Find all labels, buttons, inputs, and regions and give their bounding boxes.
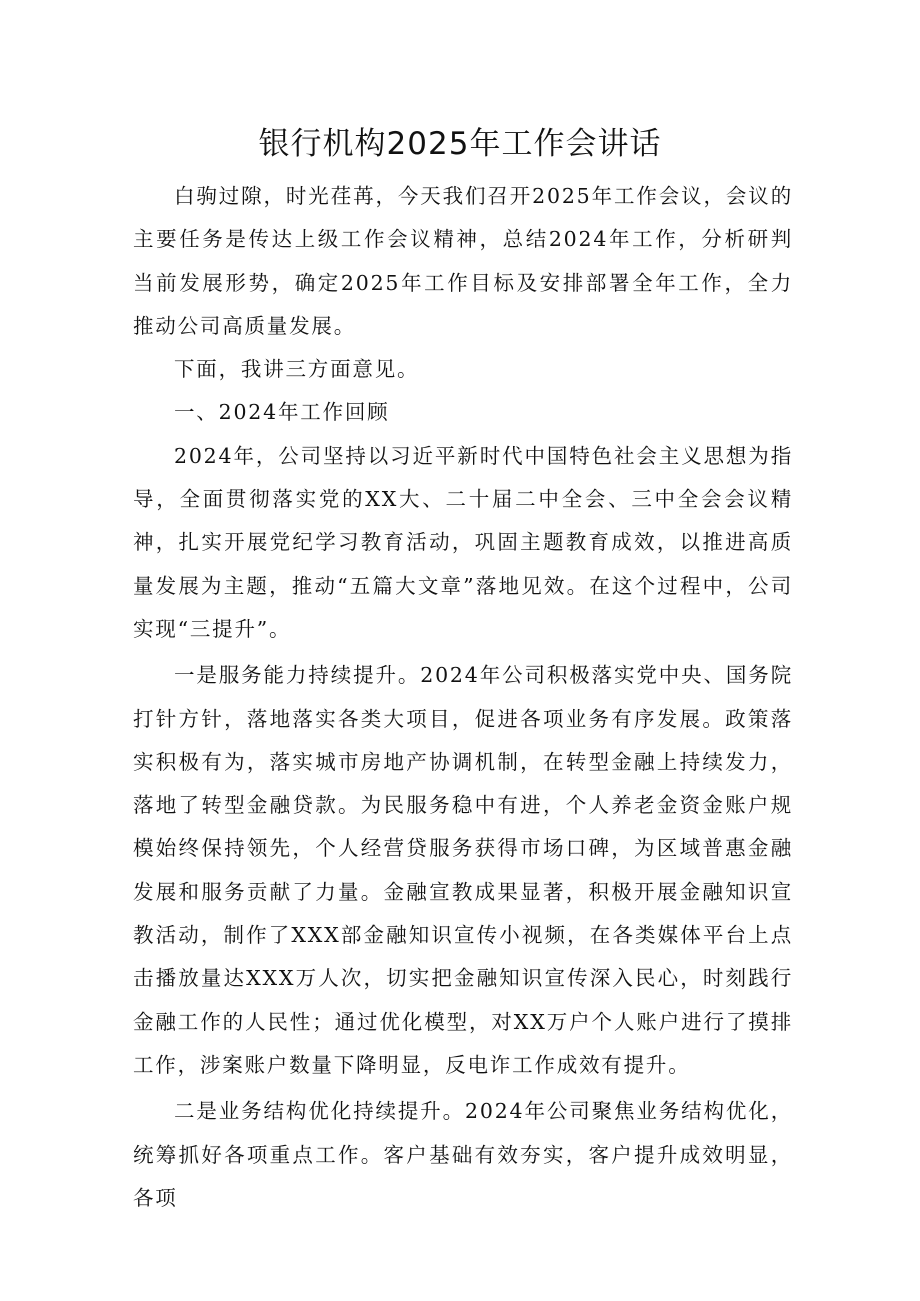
paragraph-outline: 下面，我讲三方面意见。 [174,357,420,382]
paragraph-service-capability: 一是服务能力持续提升。2024年公司积极落实党中央、国务院打针方针，落地落实各类大项目，促进各项业务有序发展。政策落实积极有为，落实城市房地产协调机制，在转型金融上持续发力，落地了转型金融贷款。为民服务稳中有进，个人养老金资金账户规模始终保持领先，个人经营贷服务获得市场口碑，为区域普惠金融发展和服务贡献了力量。金融宣教成果显著，积极开展金融知识宣教活动，制作了XXX部金融知识宣传小视频，在各类媒体平台上点击播放量达XXX万人次，切实把金融知识宣传深入民心，时刻践行金融工作的人民性；通过优化模型，对XX万户个人账户进行了摸排工作，涉案账户数量下降明显，反电诈工作成效有提升。 [133,663,793,1077]
document-body [133,175,793,1220]
section-heading-review: 一、2024年工作回顾 [174,400,390,425]
document-title: 银行机构2025年工作会讲话 [258,126,662,162]
paragraph-review-summary: 2024年，公司坚持以习近平新时代中国特色社会主义思想为指导，全面贯彻落实党的XX大、二十届二中全会、三中全会会议精神，扎实开展党纪学习教育活动，巩固主题教育成效，以推进高质量发展为主题，推动“五篇大文章”落地见效。在这个过程中，公司实现“三提升”。 [133,443,793,641]
paragraph-opening: 白驹过隙，时光荏苒，今天我们召开2025年工作会议，会议的主要任务是传达上级工作会议精神，总结2024年工作，分析研判当前发展形势，确定2025年工作目标及安排部署全年工作，全力推动公司高质量发展。 [133,184,793,338]
paragraph-business-structure: 二是业务结构优化持续提升。2024年公司聚焦业务结构优化，统筹抓好各项重点工作。客户基础有效夯实，客户提升成效明显，各项 [133,1099,793,1210]
